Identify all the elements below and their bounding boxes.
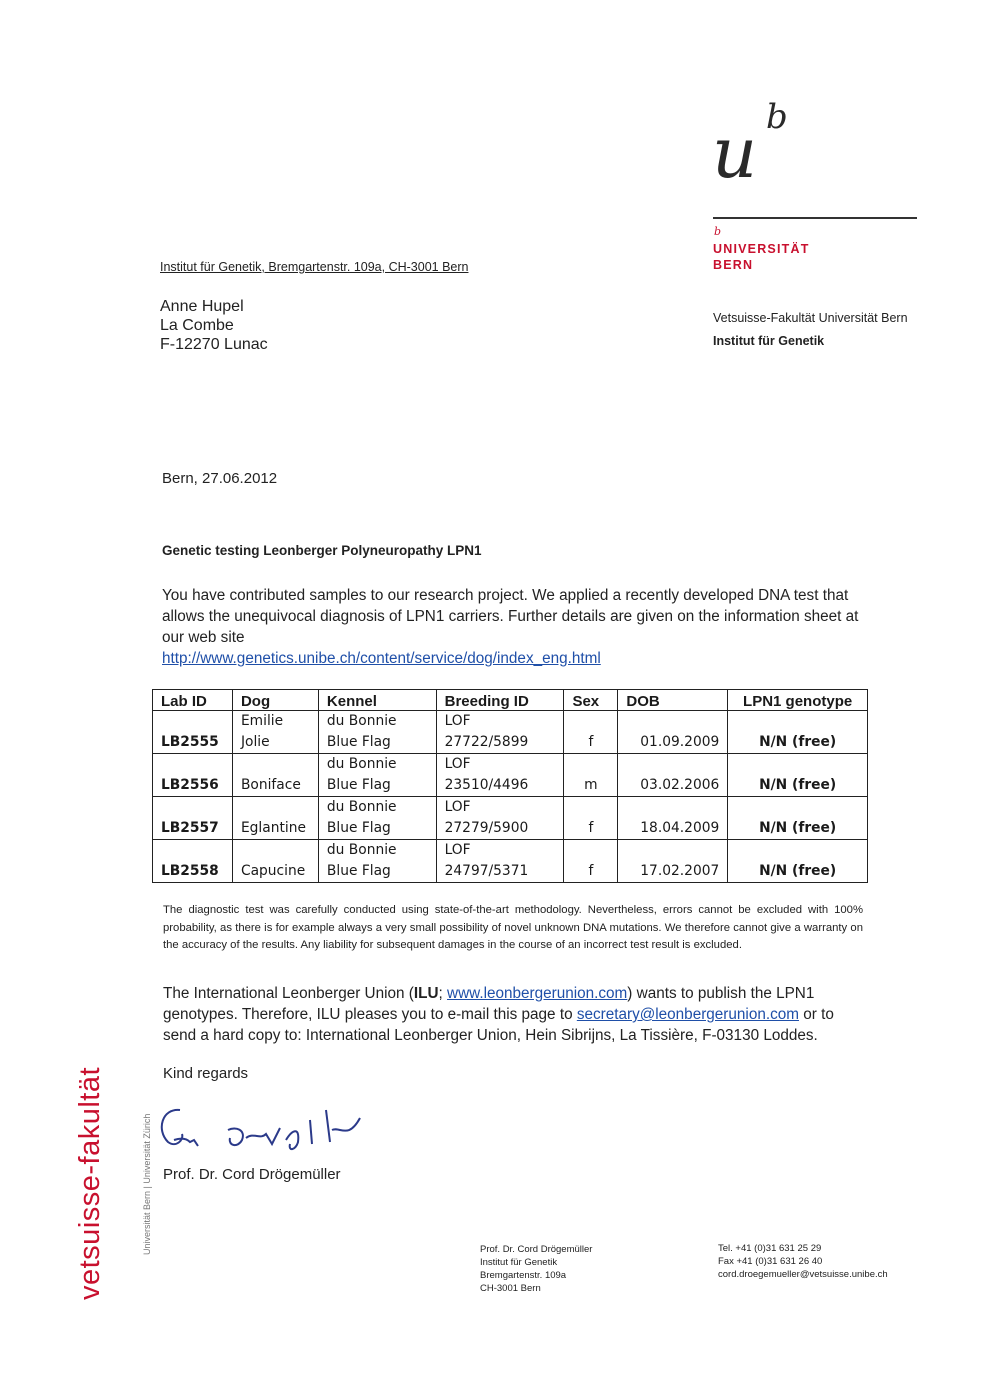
header-dog: Dog (232, 690, 318, 711)
table-row (153, 711, 868, 754)
cell-dog (232, 754, 318, 797)
kennel-line2: Blue Flag (326, 777, 391, 793)
dog-name-line2: Eglantine (240, 820, 306, 836)
results-table (152, 689, 868, 883)
ilu-abbreviation: ILU (413, 985, 439, 1002)
signer-name: Prof. Dr. Cord Drögemüller (163, 1166, 341, 1183)
kennel-line1: du Bonnie (326, 799, 397, 815)
table-row (153, 840, 868, 883)
cell-kennel (318, 754, 436, 797)
breeding-line2: 27279/5900 (444, 820, 529, 836)
cell-dog (232, 711, 318, 754)
intro-paragraph (162, 585, 882, 669)
university-name (713, 241, 810, 273)
cell-dob: 18.04.2009 (618, 797, 728, 840)
footer-address (480, 1243, 592, 1295)
header-sex: Sex (564, 690, 618, 711)
header-lab-id: Lab ID (153, 690, 233, 711)
breeding-line1: LOF (444, 842, 471, 858)
cell-genotype: N/N (free) (728, 797, 868, 840)
university-logo-b: b (766, 97, 788, 137)
footer-contact (718, 1242, 888, 1281)
header-kennel: Kennel (318, 690, 436, 711)
closing-text: Kind regards (163, 1065, 249, 1082)
university-name-line2: BERN (713, 258, 754, 272)
cell-sex: f (564, 797, 618, 840)
ilu-email-link[interactable]: secretary@leonbergerunion.com (576, 1006, 799, 1023)
cell-sex: f (564, 840, 618, 883)
cell-lab-id: LB2555 (153, 711, 233, 754)
footer-address-line: CH-3001 Bern (480, 1283, 541, 1294)
cell-lab-id: LB2558 (153, 840, 233, 883)
cell-sex: f (564, 711, 618, 754)
side-branding-main: vetsuisse-fakultät (74, 1066, 106, 1300)
dog-name-line1 (241, 797, 310, 818)
intro-text: You have contributed samples to our research project. We applied a recently developed DNA test that allows the unequivocal diagnosis of LPN1 carriers. Further details are given on the information sheet at our web site (162, 587, 859, 646)
cell-sex: m (564, 754, 618, 797)
header-breeding-id: Breeding ID (436, 690, 564, 711)
cell-lab-id: LB2557 (153, 797, 233, 840)
handwritten-signature (150, 1090, 390, 1160)
cell-breeding-id (436, 711, 564, 754)
breeding-line1: LOF (444, 799, 471, 815)
footer-address-line: Prof. Dr. Cord Drögemüller (480, 1244, 593, 1255)
cell-breeding-id (436, 797, 564, 840)
website-link[interactable]: http://www.genetics.unibe.ch/content/service/dog/index_eng.html (162, 650, 601, 667)
institute-name: Institut für Genetik (713, 334, 825, 348)
cell-kennel (318, 711, 436, 754)
dog-name-line1 (241, 754, 310, 775)
footer-email: cord.droegemueller@vetsuisse.unibe.ch (718, 1269, 888, 1280)
dog-name-line1 (241, 840, 310, 861)
kennel-line2: Blue Flag (326, 820, 391, 836)
cell-breeding-id (436, 840, 564, 883)
cell-kennel (318, 797, 436, 840)
cell-dob: 03.02.2006 (618, 754, 728, 797)
side-branding-sub: Universität Bern | Universität Zürich (142, 1113, 152, 1255)
cell-genotype: N/N (free) (728, 711, 868, 754)
ilu-text-3: ) wants to publish the LPN1 genotypes. Therefore, ILU pleases you to e-mail this page to (163, 985, 815, 1023)
header-genotype: LPN1 genotype (728, 690, 868, 711)
breeding-line1: LOF (444, 756, 471, 772)
footer-address-line: Bremgartenstr. 109a (480, 1270, 567, 1281)
breeding-line1: LOF (444, 713, 471, 729)
header-dob: DOB (618, 690, 728, 711)
cell-genotype: N/N (free) (728, 840, 868, 883)
cell-dob: 17.02.2007 (618, 840, 728, 883)
kennel-line2: Blue Flag (326, 734, 391, 750)
breeding-line2: 27722/5899 (444, 734, 529, 750)
footer-address-line: Institut für Genetik (480, 1257, 558, 1268)
dog-name-line2: Boniface (240, 777, 301, 793)
letter-date: Bern, 27.06.2012 (162, 470, 278, 487)
cell-dog (232, 840, 318, 883)
university-logo-u: u (712, 112, 758, 194)
logo-small-b: b (714, 225, 722, 238)
cell-dob: 01.09.2009 (618, 711, 728, 754)
kennel-line1: du Bonnie (326, 756, 397, 772)
dog-name-line2: Capucine (240, 863, 306, 879)
cell-breeding-id (436, 754, 564, 797)
kennel-line1: du Bonnie (326, 842, 397, 858)
footer-phone: Tel. +41 (0)31 631 25 29 (718, 1243, 822, 1254)
table-header-row (153, 690, 868, 711)
faculty-name: Vetsuisse-Fakultät Universität Bern (713, 311, 908, 325)
disclaimer-paragraph: The diagnostic test was carefully conducted using state-of-the-art methodology. Nevertheless, errors cannot be excluded with 100% probability, as there is for example always a very small possibility of novel unknown DNA mutations. We therefore cannot give a warranty on the accuracy of the results. Any liability for subsequent damages in the course of an incorrect test result is excluded. (163, 904, 863, 951)
letter-subject: Genetic testing Leonberger Polyneuropathy LPN1 (162, 543, 482, 558)
cell-genotype: N/N (free) (728, 754, 868, 797)
ilu-text-2: ; (438, 985, 448, 1002)
recipient-city: F-12270 Lunac (160, 336, 268, 353)
cell-lab-id: LB2556 (153, 754, 233, 797)
cell-kennel (318, 840, 436, 883)
recipient-street: La Combe (160, 317, 234, 334)
university-name-line1: UNIVERSITÄT (713, 242, 810, 256)
dog-name-line2: Jolie (240, 734, 270, 750)
ilu-text-4: or to send a hard copy to: International Leonberger Union, Hein Sibrijns, La Tissière, F-03130 Loddes. (163, 1006, 834, 1044)
kennel-line1: du Bonnie (326, 713, 397, 729)
dog-name-line1: Emilie (240, 713, 284, 729)
table-row (153, 797, 868, 840)
ilu-website-link[interactable]: www.leonbergerunion.com (447, 985, 628, 1002)
side-branding (60, 1066, 152, 1310)
breeding-line2: 23510/4496 (444, 777, 529, 793)
logo-divider (713, 217, 917, 219)
cell-dog (232, 797, 318, 840)
recipient-name: Anne Hupel (160, 298, 244, 315)
recipient-address (160, 297, 268, 354)
kennel-line2: Blue Flag (326, 863, 391, 879)
sender-address-line: Institut für Genetik, Bremgartenstr. 109a, CH-3001 Bern (160, 260, 469, 274)
ilu-text-1: The International Leonberger Union ( (163, 985, 414, 1002)
footer-fax: Fax +41 (0)31 631 26 40 (718, 1256, 823, 1267)
ilu-paragraph (163, 983, 868, 1046)
breeding-line2: 24797/5371 (444, 863, 529, 879)
table-row (153, 754, 868, 797)
